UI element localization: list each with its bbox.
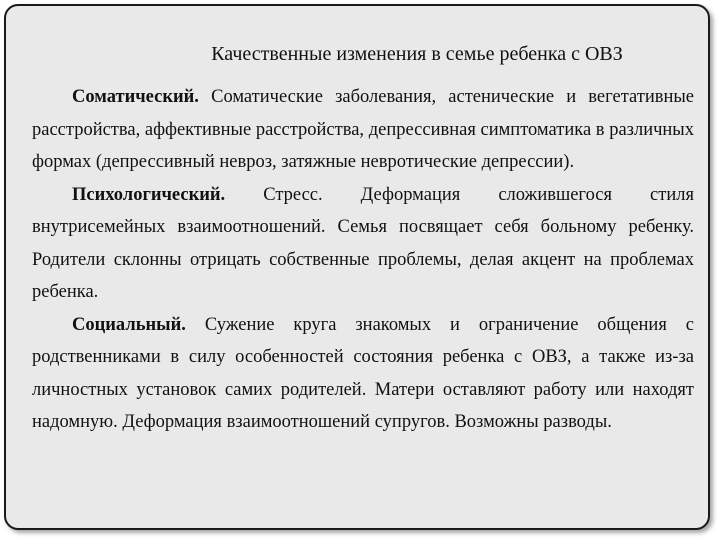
term-psychological: Психологический. (72, 184, 226, 205)
paragraph-social (32, 309, 694, 439)
slide-content (32, 81, 694, 439)
text-social: Сужение круга знакомых и ограничение общения с родственниками в силу особенностей состояния ребенка с ОВЗ, а также из-за личностных установок самих родителей. Матери оставляют работу или находят надомную. Деформация взаимоотношений супругов. Возможны разводы. (32, 314, 694, 432)
text-somatic: Соматические заболевания, астенические и вегетативные расстройства, аффективные расстройства, депрессивная симптоматика в различных формах (депрессивный невроз, затяжные невротические депрессии). (32, 87, 694, 172)
term-social: Социальный. (72, 314, 186, 335)
paragraph-psychological (32, 179, 694, 309)
slide-frame (4, 4, 710, 530)
slide-title: Качественные изменения в семье ребенка с ОВЗ (211, 43, 623, 65)
paragraph-somatic (32, 81, 694, 179)
text-psychological: Стресс. Деформация сложившегося стиля внутрисемейных взаимоотношений. Семья посвящает себя больному ребенку. Родители склонны отрицать собственные проблемы, делая акцент на проблемах ребенка. (32, 184, 694, 302)
term-somatic: Соматический. (72, 87, 199, 107)
